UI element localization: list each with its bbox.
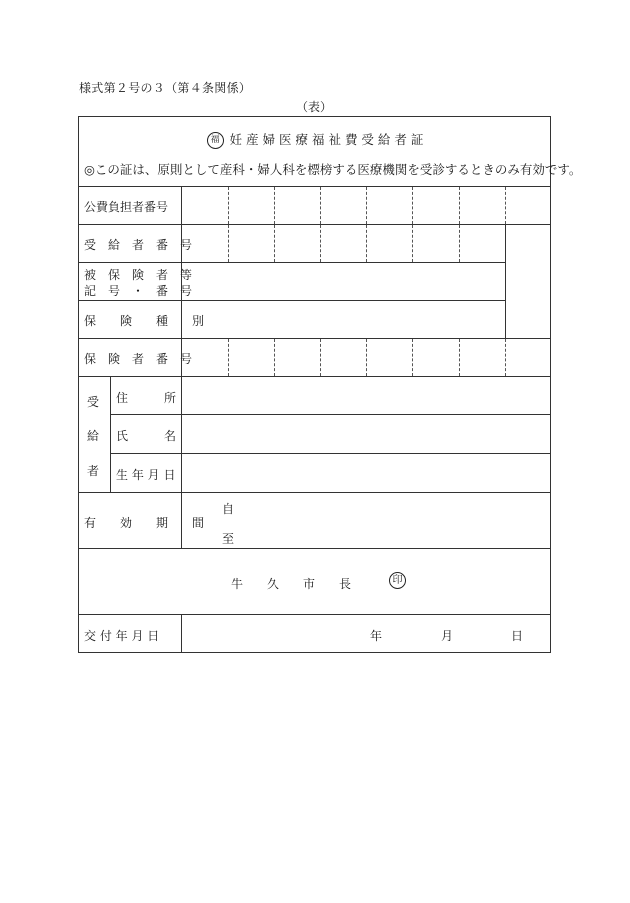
issue-date-label: 交 付 年 月 日 [84, 629, 160, 643]
issuer-name: 牛 久 市 長 [231, 577, 352, 591]
digit-separator [320, 187, 321, 224]
month-label: 月 [441, 629, 454, 643]
recipient-group-line [110, 376, 111, 492]
validity-note: ◎この証は、原則として産科・婦人科を標榜する医療機関を受診するときのみ有効です。 [84, 162, 582, 177]
recipient-number-label: 受 給 者 番 号 [84, 238, 193, 252]
form-number: 様式第２号の３（第４条関係） [79, 81, 252, 95]
digit-separator [320, 339, 321, 376]
digit-separator [459, 225, 460, 262]
divider [78, 376, 551, 377]
recipient-group-char: 受 [87, 395, 100, 409]
digit-separator [459, 339, 460, 376]
digit-separator [228, 187, 229, 224]
digit-separator [228, 339, 229, 376]
digit-separator [274, 187, 275, 224]
divider [78, 338, 551, 339]
digit-separator [274, 225, 275, 262]
insured-symbol-label-2: 記 号 ・ 番 号 [84, 284, 193, 298]
birthdate-label: 生 年 月 日 [116, 468, 176, 482]
digit-separator [412, 225, 413, 262]
divider [78, 224, 551, 225]
validity-from: 自 [222, 502, 235, 516]
recipient-group-char: 者 [87, 464, 100, 478]
digit-separator [412, 187, 413, 224]
certificate-title: 妊 産 婦 医 療 福 祉 費 受 給 者 証 [229, 132, 424, 147]
digit-separator [366, 225, 367, 262]
day-label: 日 [511, 629, 524, 643]
certificate-title-row [0, 130, 630, 149]
right-box-line [505, 224, 506, 338]
address-label: 住 所 [116, 391, 177, 405]
fuku-circle-icon: 福 [207, 132, 224, 149]
digit-separator [274, 339, 275, 376]
digit-separator [459, 187, 460, 224]
public-payer-number-label: 公費負担者番号 [84, 200, 169, 214]
validity-to: 至 [222, 532, 235, 546]
digit-separator [366, 339, 367, 376]
certificate-frame [78, 116, 551, 653]
divider [78, 300, 505, 301]
insured-symbol-label-1: 被 保 険 者 等 [84, 268, 193, 282]
divider [110, 414, 551, 415]
digit-separator [505, 187, 506, 224]
divider [110, 453, 551, 454]
divider [78, 614, 551, 615]
divider [78, 492, 551, 493]
validity-period-label: 有 効 期 間 [84, 516, 205, 530]
digit-separator [366, 187, 367, 224]
digit-separator [412, 339, 413, 376]
insurance-type-label: 保 険 種 別 [84, 314, 205, 328]
name-label: 氏 名 [116, 429, 177, 443]
digit-separator [228, 225, 229, 262]
label-column-line [181, 614, 182, 653]
digit-separator [320, 225, 321, 262]
side-label: （表） [296, 100, 333, 114]
divider [78, 548, 551, 549]
seal-icon: 印 [389, 572, 406, 589]
official-seal-row [389, 572, 406, 589]
insurer-number-label: 保 険 者 番 号 [84, 352, 193, 366]
recipient-group-char: 給 [87, 429, 100, 443]
divider [78, 186, 551, 187]
digit-separator [505, 339, 506, 376]
year-label: 年 [370, 629, 383, 643]
divider [78, 262, 505, 263]
